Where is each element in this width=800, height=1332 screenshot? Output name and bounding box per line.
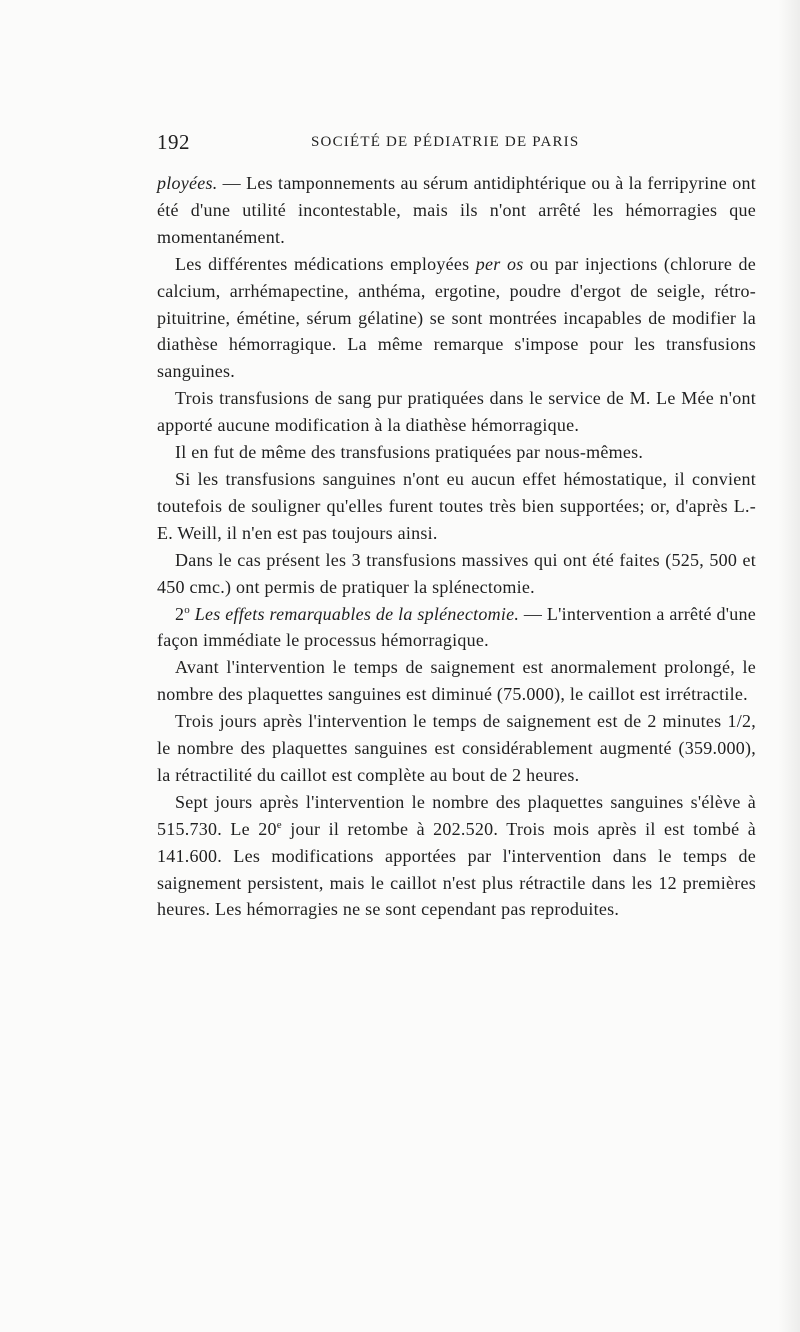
- paragraph-2-after: ou par injections (chlorure de calcium, arrhémapectine, anthéma, ergotine, poudre d'ergot de seigle, rétro-pituitrine, émétine, sérum gélatine) se sont montrées incapables de modifier la diathèse hémorragique. La même remarque s'impose pour les transfusions sanguines.: [157, 253, 757, 382]
- section-heading-italic: Les effets remarquables de la splénectomie.: [190, 603, 520, 624]
- paragraph-2-italic: per os: [475, 253, 524, 274]
- paragraph-7: [157, 601, 756, 655]
- section-number-sup: o: [184, 603, 190, 616]
- page-header: [157, 130, 757, 160]
- body-text: [157, 170, 756, 923]
- paragraph-5: Si les transfusions sanguines n'ont eu aucun effet hémostatique, il convient toutefois de souligner qu'elles furent toutes très bien supportées; or, d'après L.-E. Weill, il n'en est pas toujours ainsi.: [157, 468, 756, 543]
- paragraph-10-after: jour il retombe à 202.520. Trois mois après il est tombé à 141.600. Les modifications apportées par l'intervention dans le temps de saignement persistent, mais le caillot n'est plus rétractile dans les 12 premières heures. Les hémorragies ne se sont cependant pas reproduites.: [157, 818, 757, 920]
- paragraph-1-lead-italic: ployées.: [157, 173, 218, 193]
- paragraph-6: Dans le cas présent les 3 transfusions massives qui ont été faites (525, 500 et 450 cmc.) ont permis de pratiquer la splénectomie.: [157, 549, 756, 597]
- paragraph-4: Il en fut de même des transfusions pratiquées par nous-mêmes.: [175, 442, 644, 463]
- ordinal-sup: e: [276, 818, 282, 831]
- paragraph-3: Trois transfusions de sang pur pratiquées dans le service de M. Le Mée n'ont apporté aucune modification à la diathèse hémorragique.: [157, 388, 756, 436]
- paragraph-9: Trois jours après l'intervention le temps de saignement est de 2 minutes 1/2, le nombre des plaquettes sanguines est considérablement augmenté (359.000), la rétractilité du caillot est complète au bout de 2 heures.: [157, 711, 756, 785]
- paragraph-1: [157, 170, 756, 251]
- paragraph-10: [157, 789, 756, 924]
- paragraph-2: [157, 251, 756, 386]
- section-number: 2: [175, 603, 185, 624]
- page-number: 192: [157, 130, 190, 154]
- paragraph-2-before: Les différentes médications employées: [175, 253, 476, 274]
- running-title: SOCIÉTÉ DE PÉDIATRIE DE PARIS: [311, 134, 580, 150]
- page-edge-shadow: [778, 0, 800, 1332]
- paragraph-10-before: Sept jours après l'intervention le nombre des plaquettes sanguines s'élève à 515.730. Le 20: [157, 791, 756, 839]
- paragraph-1-text: — Les tamponnements au sérum antidiphtérique ou à la ferripyrine ont été d'une utilité incontestable, mais ils n'ont arrêté les hémorragies que momentanément.: [157, 173, 756, 247]
- paragraph-7-after: — L'intervention a arrêté d'une façon immédiate le processus hémorragique.: [157, 603, 757, 651]
- paragraph-8: Avant l'intervention le temps de saignement est anormalement prolongé, le nombre des plaquettes sanguines est diminué (75.000), le caillot est irrétractile.: [157, 657, 756, 705]
